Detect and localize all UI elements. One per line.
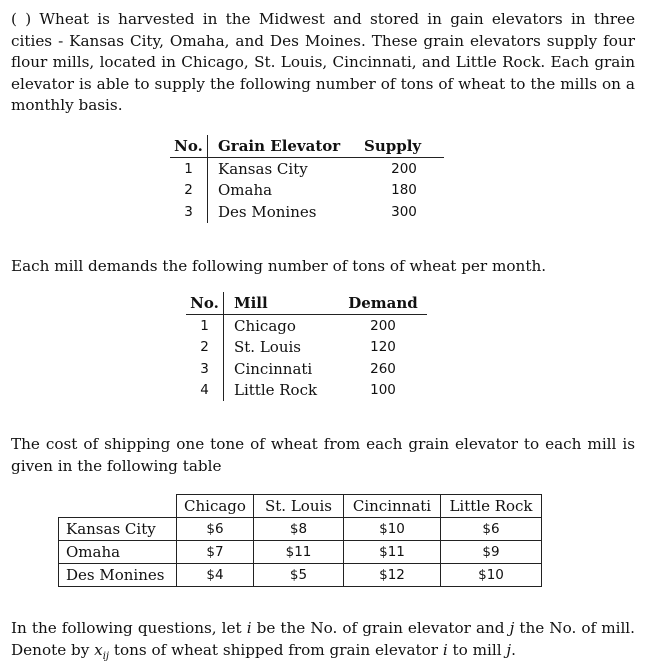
intro-line: ( ) Wheat is harvested in the Midwest and stored in gain elevators in three <box>11 10 635 28</box>
table-row <box>170 158 444 180</box>
table-row <box>59 541 542 564</box>
closing-text: to mill <box>447 640 507 659</box>
cost-intro-line: The cost of shipping one tone of wheat from each grain elevator to each mill is <box>11 435 635 453</box>
header-no: No. <box>186 292 224 315</box>
table-header-row <box>186 292 427 315</box>
header-chicago: Chicago <box>177 495 254 518</box>
cost-cell: $10 <box>441 564 542 587</box>
mill-demand-table <box>186 292 427 401</box>
cost-cell: $5 <box>254 564 344 587</box>
cell-mill-name: Chicago <box>234 316 296 335</box>
table-row <box>59 564 542 587</box>
row-label: Omaha <box>59 541 177 564</box>
header-no: No. <box>170 135 208 158</box>
cost-cell: $6 <box>441 518 542 541</box>
header-supply: Supply <box>364 135 444 158</box>
table-header-row <box>59 495 542 518</box>
table-row <box>186 315 427 337</box>
cell-no: 1 <box>170 158 208 180</box>
cell-elevator-name: Kansas City <box>218 159 308 178</box>
cell-supply: 300 <box>391 203 417 220</box>
intro-line: monthly basis. <box>11 96 123 115</box>
closing-text: In the following questions, let <box>11 619 247 637</box>
table-row <box>186 337 427 359</box>
closing-paragraph <box>11 618 635 667</box>
shipping-cost-table <box>58 494 542 587</box>
closing-text: . <box>511 640 516 659</box>
table-header-row <box>170 135 444 158</box>
cost-cell: $10 <box>344 518 441 541</box>
cell-elevator-name: Omaha <box>218 181 273 200</box>
cell-no: 2 <box>186 337 224 359</box>
row-label: Des Monines <box>59 564 177 587</box>
cell-supply: 200 <box>391 160 417 177</box>
cost-cell: $9 <box>441 541 542 564</box>
closing-text: the No. of mill. <box>514 619 635 637</box>
table-row <box>186 358 427 380</box>
header-demand: Demand <box>339 292 427 315</box>
cost-intro-line: given in the following table <box>11 456 222 475</box>
closing-text: be the No. of grain elevator and <box>251 619 510 637</box>
cell-no: 3 <box>170 201 208 223</box>
math-var-x: x <box>94 640 103 659</box>
closing-line-2 <box>11 640 635 668</box>
cost-intro <box>11 434 635 477</box>
cell-no: 4 <box>186 380 224 402</box>
cell-mill-name: Little Rock <box>234 381 318 400</box>
cost-cell: $8 <box>254 518 344 541</box>
demand-intro-line: Each mill demands the following number of tons of wheat per month. <box>11 257 547 275</box>
intro-line: flour mills, located in Chicago, St. Louis, Cincinnati, and Little Rock. Each grain <box>11 53 635 72</box>
cost-cell: $11 <box>254 541 344 564</box>
cost-cell: $7 <box>177 541 254 564</box>
table-row <box>59 518 542 541</box>
header-little-rock: Little Rock <box>441 495 542 518</box>
cell-mill-name: St. Louis <box>234 338 301 357</box>
cell-no: 1 <box>186 315 224 337</box>
math-var-j: j <box>506 640 512 659</box>
cost-cell: $4 <box>177 564 254 587</box>
table-row <box>170 201 444 223</box>
table-row <box>170 180 444 202</box>
intro-paragraph <box>11 9 635 117</box>
closing-text: tons of wheat shipped from grain elevator <box>109 640 443 659</box>
math-var-j: j <box>509 619 515 637</box>
row-label: Kansas City <box>59 518 177 541</box>
corner-cell <box>59 495 177 518</box>
table-row <box>186 380 427 402</box>
cell-mill-name: Cincinnati <box>234 359 313 378</box>
cell-demand: 260 <box>370 360 396 377</box>
header-st-louis: St. Louis <box>254 495 344 518</box>
closing-line-1 <box>11 618 635 640</box>
cell-elevator-name: Des Monines <box>218 202 317 221</box>
math-subscript-ij: ij <box>102 650 110 662</box>
grain-elevator-table <box>170 135 444 223</box>
cost-cell: $12 <box>344 564 441 587</box>
math-var-i: i <box>246 619 252 637</box>
cost-cell: $6 <box>177 518 254 541</box>
header-cincinnati: Cincinnati <box>344 495 441 518</box>
cell-demand: 120 <box>370 339 396 356</box>
closing-text: Denote by <box>11 640 95 659</box>
header-grain-elevator: Grain Elevator <box>208 135 365 158</box>
cell-demand: 200 <box>370 317 396 334</box>
cell-no: 3 <box>186 358 224 380</box>
cell-no: 2 <box>170 180 208 202</box>
intro-line: elevator is able to supply the following number of tons of wheat to the mills on a <box>11 74 635 93</box>
intro-line: cities - Kansas City, Omaha, and Des Moines. These grain elevators supply four <box>11 31 635 50</box>
cost-cell: $11 <box>344 541 441 564</box>
cell-supply: 180 <box>391 182 417 199</box>
cell-demand: 100 <box>370 382 396 399</box>
math-var-i: i <box>442 640 448 659</box>
header-mill: Mill <box>224 292 340 315</box>
demand-intro <box>11 256 635 278</box>
